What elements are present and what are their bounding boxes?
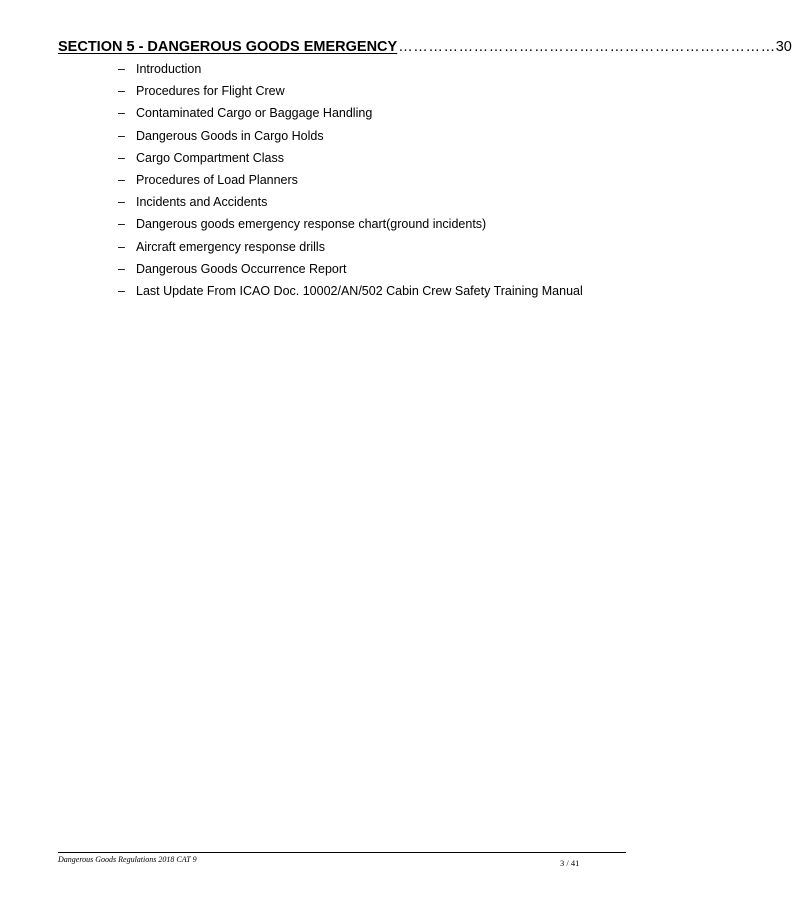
list-dash: – [118, 106, 125, 121]
list-dash: – [118, 261, 125, 276]
list-dash: – [118, 150, 125, 165]
toc-item[interactable] [118, 173, 583, 195]
footer-document-title: Dangerous Goods Regulations 2018 CAT 9 [58, 855, 197, 864]
toc-item-label: Cargo Compartment Class [136, 150, 284, 165]
list-dash: – [118, 84, 125, 99]
toc-item[interactable] [118, 84, 583, 106]
toc-item[interactable] [118, 129, 583, 151]
section-page-number: 30 [775, 39, 792, 55]
toc-item-label: Dangerous Goods in Cargo Holds [136, 128, 324, 143]
toc-item-label: Dangerous Goods Occurrence Report [136, 261, 347, 276]
toc-item-label: Introduction [136, 62, 202, 76]
toc-item[interactable] [118, 195, 583, 217]
toc-item[interactable] [118, 240, 583, 262]
section-title[interactable]: SECTION 5 - DANGEROUS GOODS EMERGENCY [58, 39, 398, 55]
toc-item[interactable] [118, 284, 583, 306]
footer-divider [58, 852, 626, 853]
footer-page-number: 3 / 41 [560, 858, 580, 868]
list-dash: – [118, 195, 125, 210]
toc-item-label: Last Update From ICAO Doc. 10002/AN/502 Cabin Crew Safety Training Manual [136, 283, 583, 298]
toc-item-label: Dangerous goods emergency response chart(ground incidents) [136, 217, 487, 232]
toc-item-label: Aircraft emergency response drills [136, 239, 325, 254]
toc-item[interactable] [118, 106, 583, 128]
toc-item-label: Contaminated Cargo or Baggage Handling [136, 106, 373, 121]
list-dash: – [118, 283, 125, 298]
toc-item[interactable] [118, 217, 583, 239]
toc-item[interactable] [118, 262, 583, 284]
toc-item[interactable] [118, 151, 583, 173]
toc-item[interactable] [118, 62, 583, 84]
toc-subitem-list [118, 62, 583, 306]
list-dash: – [118, 172, 125, 187]
list-dash: – [118, 217, 125, 232]
list-dash: – [118, 239, 125, 254]
toc-section-heading[interactable] [58, 38, 792, 56]
list-dash: – [118, 128, 125, 143]
toc-item-label: Procedures for Flight Crew [136, 84, 285, 99]
section-leader-dots: ………………………………………………………………… [398, 39, 776, 55]
list-dash: – [118, 62, 125, 76]
toc-item-label: Procedures of Load Planners [136, 172, 298, 187]
toc-item-label: Incidents and Accidents [136, 195, 268, 210]
